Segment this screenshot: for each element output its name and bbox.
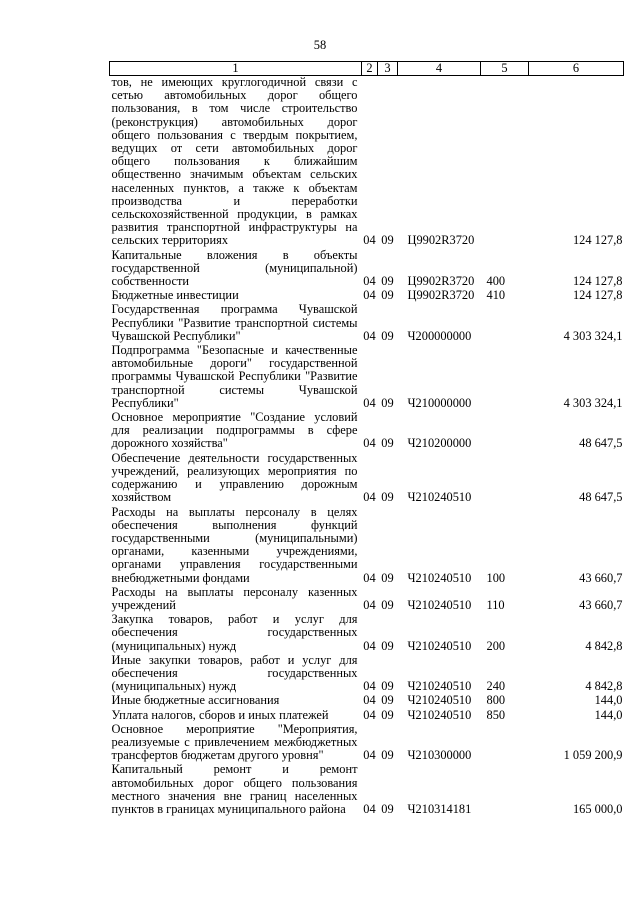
row-expense-type: 240 bbox=[486, 679, 506, 694]
row-subsection: 09 bbox=[381, 395, 394, 410]
row-name: Основное мероприятие "Мероприятия, реализуемые с привлечением межбюджетных трансфертов бюджетам другого уровня" bbox=[111, 721, 358, 763]
table-row bbox=[110, 694, 624, 708]
row-expense-type bbox=[481, 76, 529, 249]
row-section: 04 bbox=[363, 693, 376, 708]
row-section: 04 bbox=[363, 570, 376, 585]
row-target-code: Ч210240510 bbox=[407, 679, 472, 694]
row-target-code: Ч210240510 bbox=[407, 570, 472, 585]
row-amount: 1 059 200,9 bbox=[563, 748, 623, 763]
table-row bbox=[110, 303, 624, 344]
table-row bbox=[110, 249, 624, 290]
row-amount: 124 127,8 bbox=[572, 233, 623, 248]
column-header-4: 4 bbox=[398, 62, 481, 76]
table-row bbox=[110, 723, 624, 764]
row-expense-type: 800 bbox=[486, 693, 506, 708]
row-target-code: Ч210000000 bbox=[407, 395, 472, 410]
row-section: 04 bbox=[363, 748, 376, 763]
row-expense-type: 400 bbox=[486, 274, 506, 289]
row-name: Расходы на выплаты персоналу казенных учреждений bbox=[111, 584, 358, 612]
table-row bbox=[110, 289, 624, 303]
page-number: 58 bbox=[313, 38, 327, 52]
row-name: Подпрограмма "Безопасные и качественные автомобильные дороги" государственной программы Чувашской Республики "Развитие транспортной системы Чувашской Республики" bbox=[111, 343, 358, 410]
row-target-code: Ц9902R3720 bbox=[407, 274, 475, 289]
row-name: Государственная программа Чувашской Республики "Развитие транспортной системы Чувашской Республики" bbox=[111, 302, 358, 343]
row-name: тов, не имеющих круглогодичной связи с сетью автомобильных дорог общего пользования, в том числе строительство (реконструкция) автомобильных дорог общего пользования с твердым покрытием, ведущих от сети автомобильных дорог общего пользования к ближайшим общественно значимым объектам сельских населенных пунктов, а также к объектам производства и переработки сельскохозяйственной продукции, в рамках развития транспортной инфраструктуры на сельских территориях bbox=[111, 75, 358, 248]
row-expense-type bbox=[481, 452, 529, 506]
row-name: Уплата налогов, сборов и иных платежей bbox=[111, 707, 329, 722]
row-section: 04 bbox=[363, 597, 376, 612]
row-name: Иные бюджетные ассигнования bbox=[111, 693, 280, 708]
row-amount: 4 842,8 bbox=[585, 638, 623, 653]
row-amount: 124 127,8 bbox=[572, 274, 623, 289]
table-row bbox=[110, 709, 624, 723]
row-expense-type: 100 bbox=[486, 570, 506, 585]
row-target-code: Ч210240510 bbox=[407, 707, 472, 722]
row-expense-type bbox=[481, 303, 529, 344]
row-section: 04 bbox=[363, 801, 376, 816]
row-expense-type: 410 bbox=[486, 288, 506, 303]
row-amount: 4 842,8 bbox=[585, 679, 623, 694]
row-name: Капитальный ремонт и ремонт автомобильных дорог общего пользования местного значения вне границ населенных пунктов в границах муниципального района bbox=[111, 762, 358, 816]
row-subsection: 09 bbox=[381, 638, 394, 653]
row-amount: 48 647,5 bbox=[579, 436, 623, 451]
row-expense-type: 850 bbox=[486, 707, 506, 722]
row-section: 04 bbox=[363, 707, 376, 722]
row-name: Капитальные вложения в объекты государственной (муниципальной) собственности bbox=[111, 247, 358, 289]
row-target-code: Ч200000000 bbox=[407, 328, 472, 343]
column-header-1: 1 bbox=[110, 62, 362, 76]
row-subsection: 09 bbox=[381, 707, 394, 722]
row-expense-type bbox=[481, 763, 529, 817]
row-name: Обеспечение деятельности государственных учреждений, реализующих мероприятия по содержанию и управлению дорожным хозяйством bbox=[111, 450, 358, 505]
row-name: Бюджетные инвестиции bbox=[111, 288, 239, 303]
row-target-code: Ч210240510 bbox=[407, 638, 472, 653]
table-row bbox=[110, 411, 624, 452]
table-row bbox=[110, 654, 624, 695]
row-section: 04 bbox=[363, 490, 376, 505]
row-section: 04 bbox=[363, 436, 376, 451]
row-subsection: 09 bbox=[381, 570, 394, 585]
row-amount: 43 660,7 bbox=[579, 597, 623, 612]
table-header-row bbox=[110, 62, 624, 76]
row-target-code: Ц9902R3720 bbox=[407, 233, 475, 248]
row-subsection: 09 bbox=[381, 274, 394, 289]
row-subsection: 09 bbox=[381, 288, 394, 303]
row-section: 04 bbox=[363, 679, 376, 694]
row-expense-type bbox=[481, 344, 529, 411]
table-row bbox=[110, 613, 624, 654]
row-expense-type bbox=[481, 723, 529, 764]
column-header-6: 6 bbox=[529, 62, 624, 76]
row-amount: 4 303 324,1 bbox=[563, 328, 623, 343]
row-section: 04 bbox=[363, 395, 376, 410]
row-subsection: 09 bbox=[381, 679, 394, 694]
table-row bbox=[110, 452, 624, 506]
row-subsection: 09 bbox=[381, 328, 394, 343]
table-row bbox=[110, 506, 624, 586]
row-section: 04 bbox=[363, 328, 376, 343]
row-subsection: 09 bbox=[381, 436, 394, 451]
row-target-code: Ч210240510 bbox=[407, 490, 472, 505]
table-row bbox=[110, 763, 624, 817]
row-section: 04 bbox=[363, 288, 376, 303]
row-subsection: 09 bbox=[381, 490, 394, 505]
row-name: Основное мероприятие "Создание условий для реализации подпрограммы в сфере дорожного хозяйства" bbox=[111, 410, 358, 451]
table-row bbox=[110, 76, 624, 249]
table-row bbox=[110, 586, 624, 613]
row-target-code: Ч210240510 bbox=[407, 693, 472, 708]
row-amount: 48 647,5 bbox=[579, 490, 623, 505]
row-section: 04 bbox=[363, 638, 376, 653]
row-subsection: 09 bbox=[381, 693, 394, 708]
row-subsection: 09 bbox=[381, 748, 394, 763]
row-subsection: 09 bbox=[381, 233, 394, 248]
row-expense-type bbox=[481, 411, 529, 452]
row-subsection: 09 bbox=[381, 597, 394, 612]
row-target-code: Ч210300000 bbox=[407, 748, 472, 763]
row-name: Иные закупки товаров, работ и услуг для обеспечения государственных (муниципальных) нужд bbox=[111, 652, 358, 694]
table-row bbox=[110, 344, 624, 411]
row-subsection: 09 bbox=[381, 801, 394, 816]
row-section: 04 bbox=[363, 274, 376, 289]
row-target-code: Ч210314181 bbox=[407, 801, 472, 816]
row-section: 04 bbox=[363, 233, 376, 248]
row-amount: 124 127,8 bbox=[572, 288, 623, 303]
column-header-5: 5 bbox=[481, 62, 529, 76]
row-amount: 144,0 bbox=[594, 707, 623, 722]
row-amount: 165 000,0 bbox=[572, 801, 623, 816]
row-amount: 144,0 bbox=[594, 693, 623, 708]
column-header-2: 2 bbox=[362, 62, 378, 76]
row-target-code: Ч210200000 bbox=[407, 436, 472, 451]
row-name: Закупка товаров, работ и услуг для обеспечения государственных (муниципальных) нужд bbox=[111, 612, 358, 653]
column-header-3: 3 bbox=[378, 62, 398, 76]
row-target-code: Ч210240510 bbox=[407, 597, 472, 612]
row-amount: 4 303 324,1 bbox=[563, 395, 623, 410]
row-target-code: Ц9902R3720 bbox=[407, 288, 475, 303]
row-expense-type: 200 bbox=[486, 638, 506, 653]
row-expense-type: 110 bbox=[486, 597, 505, 612]
budget-table bbox=[109, 61, 624, 817]
row-amount: 43 660,7 bbox=[579, 570, 623, 585]
row-name: Расходы на выплаты персоналу в целях обеспечения выполнения функций государственными (муниципальными) органами, казенными учреждениями, органами управления государственными внебюджетными фондами bbox=[111, 504, 358, 585]
